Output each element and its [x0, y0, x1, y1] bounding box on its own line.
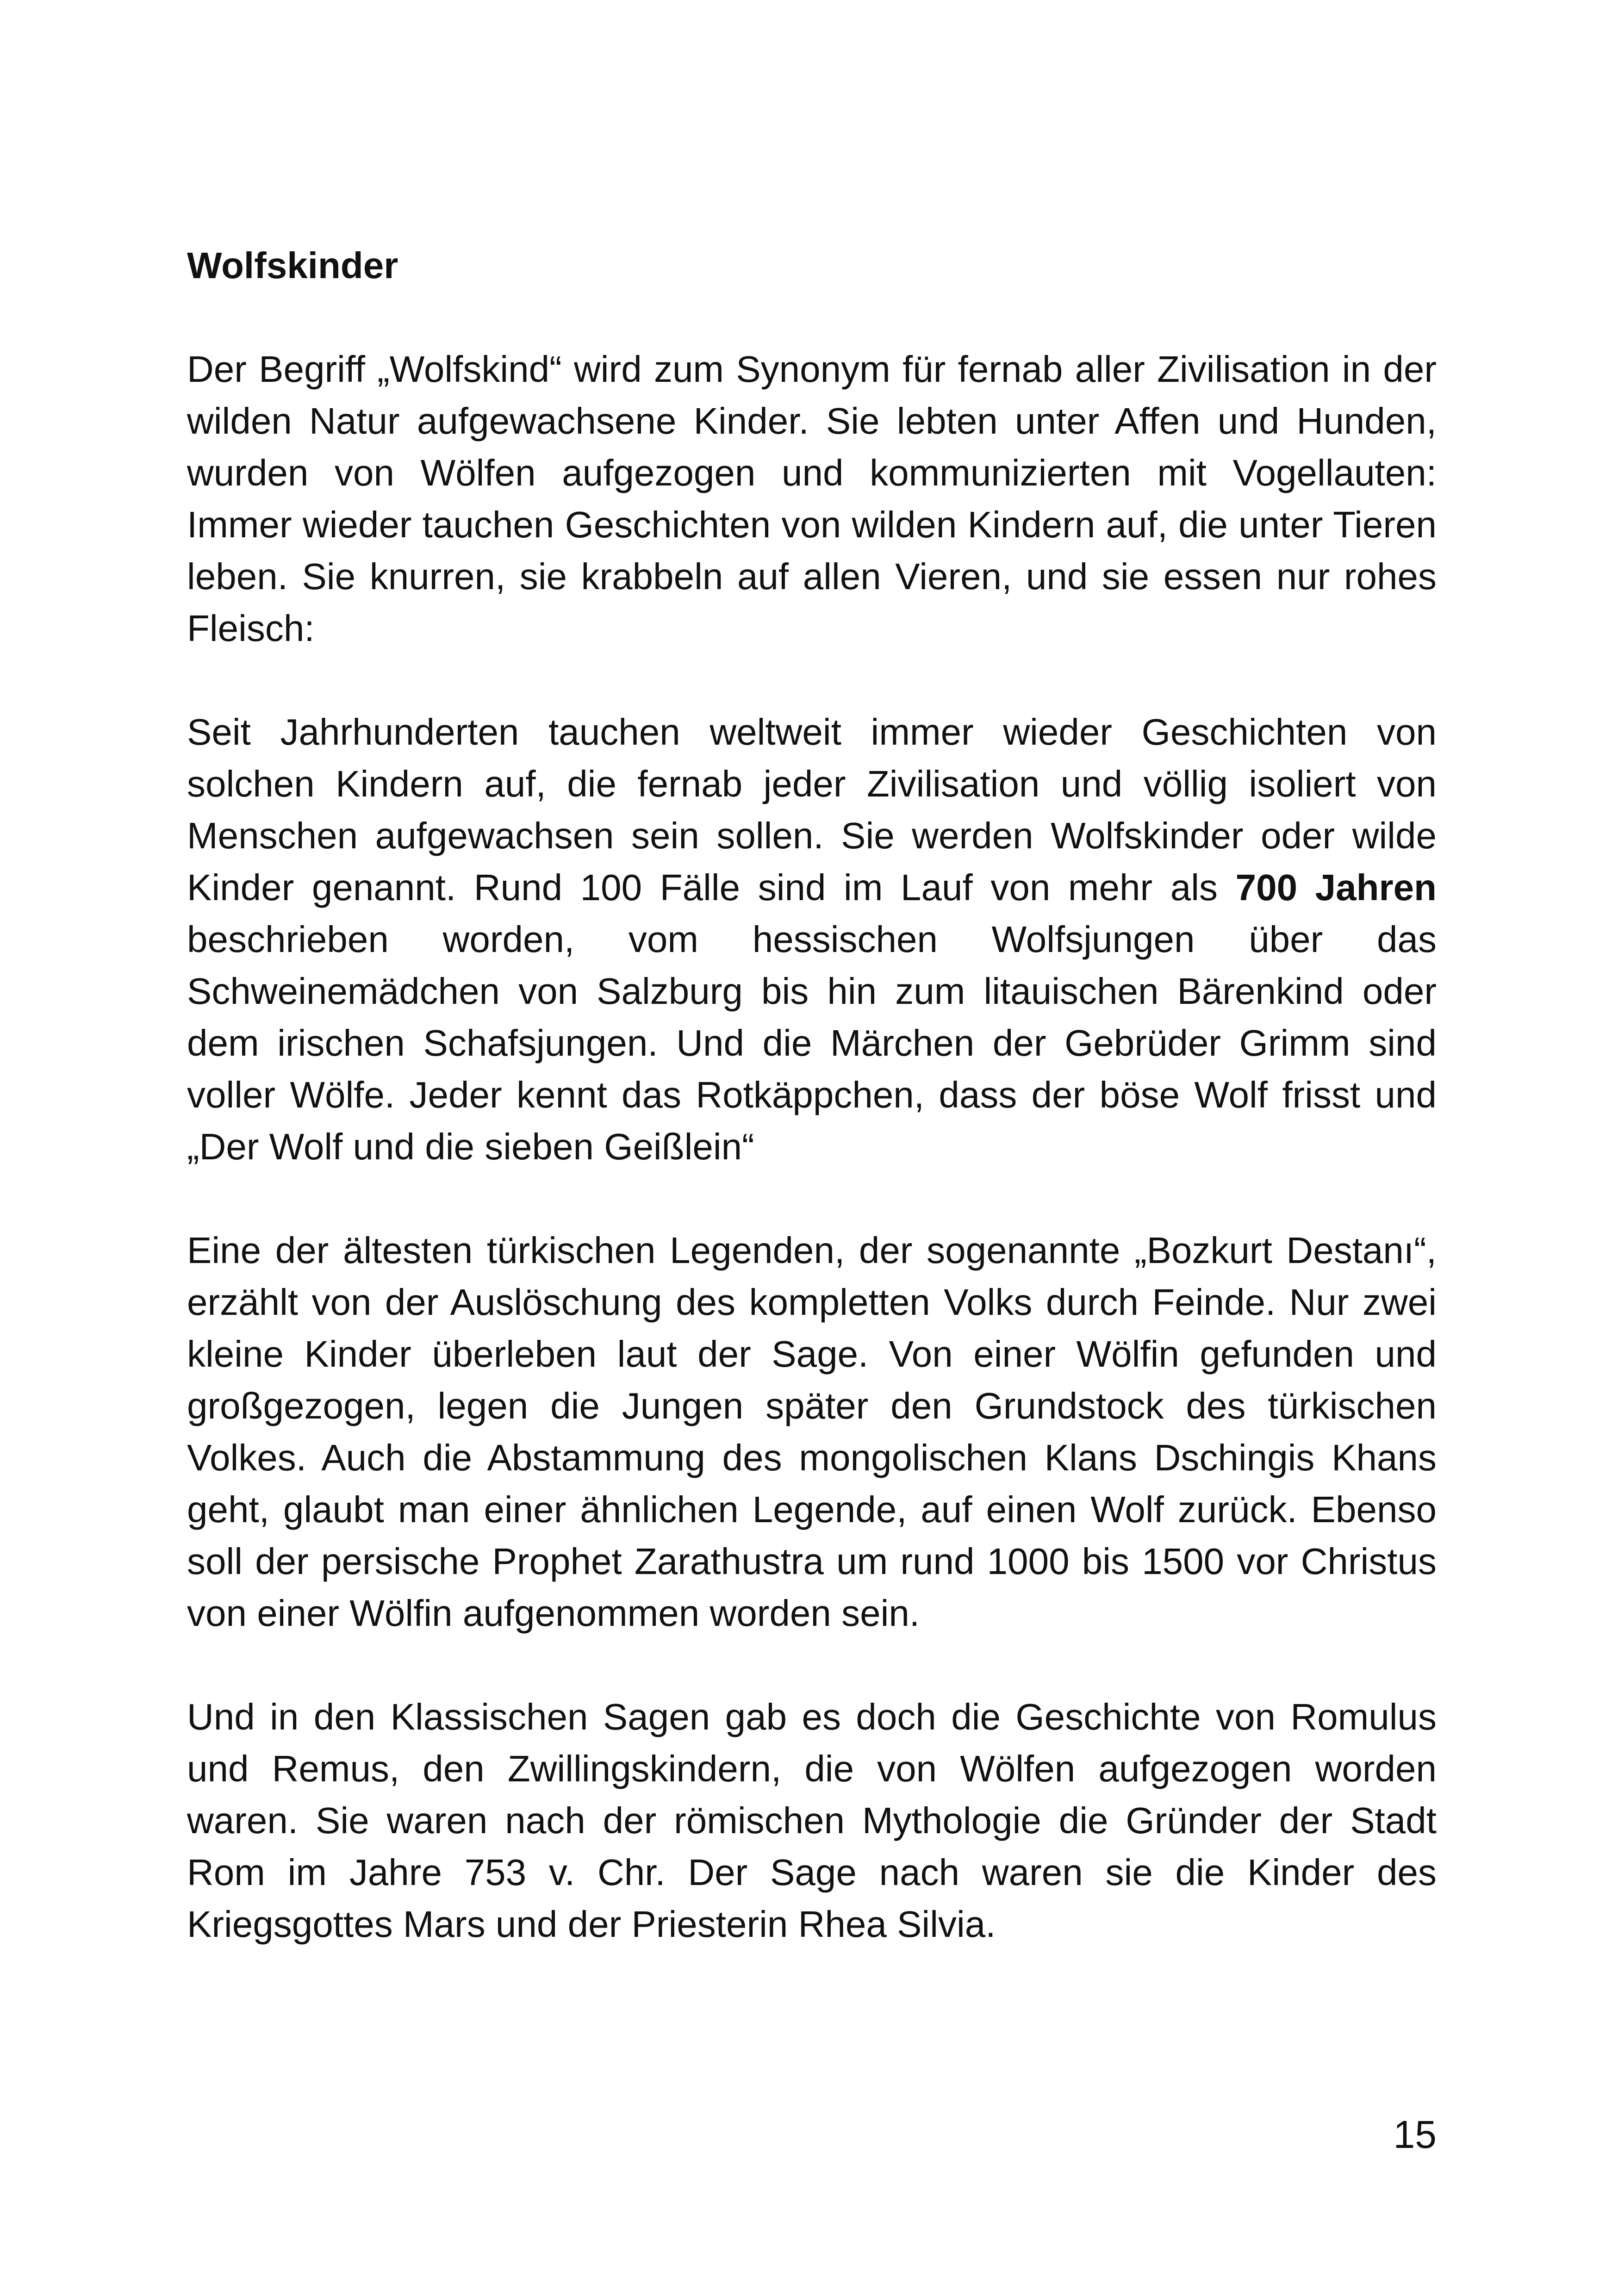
page-content [187, 240, 1437, 1950]
paragraph-3: Eine der ältesten türkischen Legenden, der sogenannte „Bozkurt Destanı“, erzählt von der Auslöschung des kompletten Volks durch Feinde. Nur zwei kleine Kinder überleben laut der Sage. Von einer Wölfin gefunden und großgezogen, legen die Jungen später den Grundstock des türkischen Volkes. Auch die Abstammung des mongolischen Klans Dschingis Khans geht, glaubt man einer ähnlichen Legende, auf einen Wolf zurück. Ebenso soll der persische Prophet Zarathustra um rund 1000 bis 1500 vor Christus von einer Wölfin aufgenommen worden sein. [187, 1230, 1437, 1634]
section-title: Wolfskinder [187, 245, 398, 286]
paragraph-2-text-end: beschrieben worden, vom hessischen Wolfsjungen über das Schweinemädchen von Salzburg bis hin zum litauischen Bärenkind oder dem irischen Schafsjungen. Und die Märchen der Gebrüder Grimm sind voller Wölfe. Jeder kennt das Rotkäppchen, dass der böse Wolf frisst und „Der Wolf und die sieben Geißlein“ [187, 919, 1437, 1167]
paragraph-4: Und in den Klassischen Sagen gab es doch die Geschichte von Romulus und Remus, den Zwillingskindern, die von Wölfen aufgezogen worden waren. Sie waren nach der römischen Mythologie die Gründer der Stadt Rom im Jahre 753 v. Chr. Der Sage nach waren sie die Kinder des Kriegsgottes Mars und der Priesterin Rhea Silvia. [187, 1696, 1437, 1945]
paragraph-2-text-start: Seit Jahrhunderten tauchen weltweit immer wieder Geschichten von solchen Kindern auf, die fernab jeder Zivilisation und völlig isoliert von Menschen aufgewachsen sein sollen. Sie werden Wolfskinder oder wilde Kinder genannt. Rund 100 Fälle sind im Lauf von mehr als [187, 711, 1437, 908]
paragraph-2-bold-text: 700 Jahren [1235, 867, 1437, 908]
paragraph-2 [187, 706, 1437, 1173]
paragraph-1: Der Begriff „Wolfskind“ wird zum Synonym für fernab aller Zivilisation in der wilden Natur aufgewachsene Kinder. Sie lebten unter Affen und Hunden, wurden von Wölfen aufgezogen und kommunizierten mit Vogellauten: Immer wieder tauchen Geschichten von wilden Kindern auf, die unter Tieren leben. Sie knurren, sie krabbeln auf allen Vieren, und sie essen nur rohes Fleisch: [187, 348, 1437, 649]
page-number: 15 [1393, 2113, 1437, 2156]
